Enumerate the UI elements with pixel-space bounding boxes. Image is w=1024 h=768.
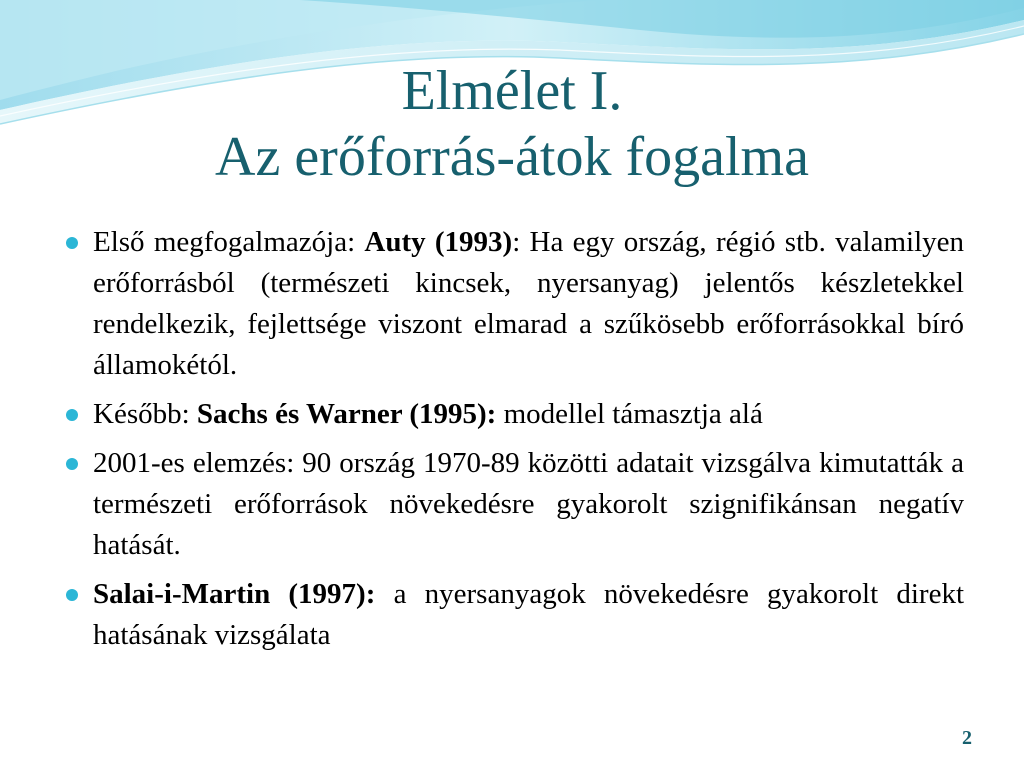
bullet-bold-text: Sachs és Warner (1995): <box>196 398 497 430</box>
bullet-item <box>66 394 964 435</box>
bullet-bold-text: Salai-i-Martin (1997): <box>93 578 376 610</box>
title-line-1: Elmélet I. <box>401 60 623 122</box>
bullet-text: a nyersanyagok növekedésre gyakorolt direkt hatásának vizsgálata <box>93 578 964 651</box>
bullet-list <box>66 222 964 664</box>
bullet-text: 2001-es elemzés: 90 ország 1970-89 közötti adatait vizsgálva kimutatták a természeti erőforrások növekedésre gyakorolt szignifikánsan negatív hatását. <box>93 447 964 561</box>
bullet-text: modellel támasztja alá <box>496 398 763 430</box>
bullet-text: Később: <box>93 398 197 430</box>
title-line-2: Az erőforrás-átok fogalma <box>215 126 809 188</box>
bullet-dot-icon <box>66 237 78 249</box>
bullet-item <box>66 443 964 566</box>
bullet-bold-text: Auty (1993) <box>364 226 513 258</box>
bullet-dot-icon <box>66 458 78 470</box>
bullet-item <box>66 574 964 656</box>
page-number: 2 <box>962 727 972 749</box>
bullet-text: : Ha egy ország, régió stb. valamilyen erőforrásból (természeti kincsek, nyersanyag) jelentős készletekkel rendelkezik, fejlettsége viszont elmarad a szűkösebb erőforrásokkal bíró államokétól. <box>93 226 964 381</box>
bullet-text: Első megfogalmazója: <box>93 226 365 258</box>
bullet-dot-icon <box>66 409 78 421</box>
bullet-dot-icon <box>66 589 78 601</box>
bullet-item <box>66 222 964 386</box>
slide-title <box>0 58 1024 190</box>
